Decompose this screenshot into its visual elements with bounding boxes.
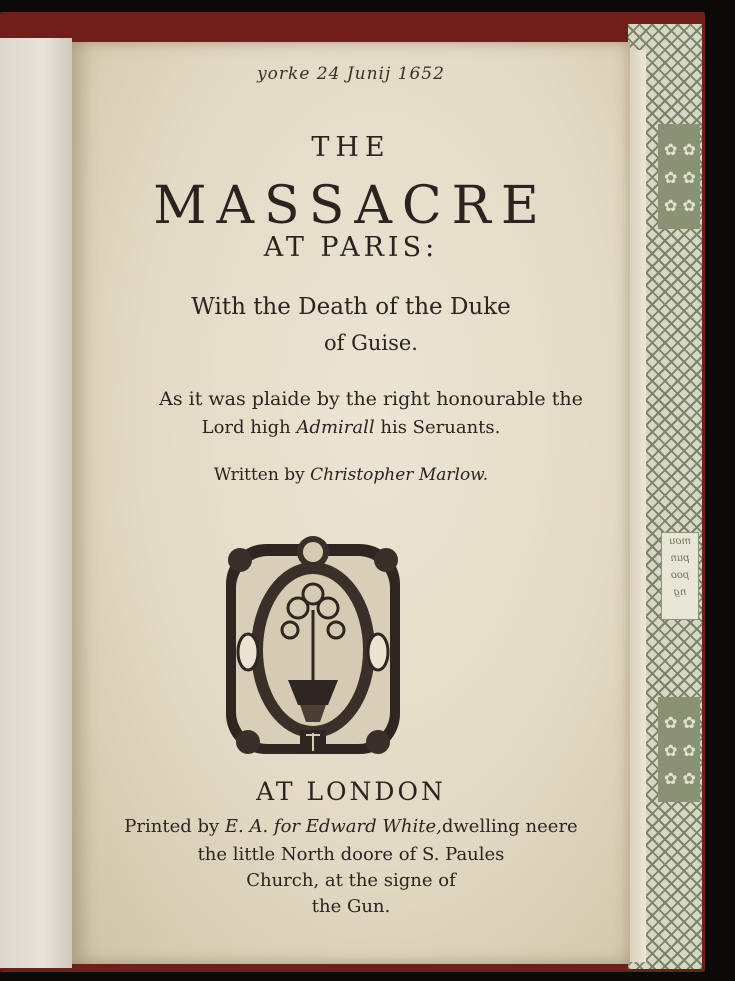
page-edges: [628, 50, 646, 962]
imprint-text: Printed by: [124, 816, 225, 837]
imprint-line-2: the little North doore of S. Paules: [197, 844, 505, 865]
printers-device-woodcut: [220, 530, 406, 762]
board-label-line: mou: [669, 536, 691, 547]
imprint-line-1: [72, 816, 630, 837]
book: [0, 12, 705, 972]
performance-text: his Seruants.: [374, 417, 501, 438]
facing-page: [0, 38, 72, 968]
imprint-line-3: Church, at the signe of: [246, 870, 456, 891]
imprint-line-4: the Gun.: [311, 896, 391, 917]
imprint-place: AT LONDON: [256, 777, 446, 806]
imprint-text: dwelling neere: [441, 816, 578, 837]
imprint-italic: E. A. for Edward White,: [224, 816, 442, 837]
performance-line-2: [72, 417, 630, 438]
board-label: [661, 532, 699, 620]
subtitle-line-2: of Guise.: [324, 331, 418, 355]
title-line-3: AT PARIS:: [263, 232, 439, 263]
board-label-line: pun: [670, 553, 690, 564]
board-ornament-band: [658, 124, 700, 229]
performance-italic: Admirall: [296, 417, 375, 438]
title-line-2: MASSACRE: [153, 176, 549, 236]
author-line: [72, 465, 630, 485]
handwritten-inscription: yorke 24 Junij 1652: [257, 64, 445, 84]
author-name: Christopher Marlow.: [310, 465, 489, 485]
subtitle-line-1: With the Death of the Duke: [191, 294, 511, 320]
board-label-line: ng: [673, 587, 687, 598]
performance-line-1: As it was plaide by the right honourable the: [159, 388, 583, 410]
title-line-1: THE: [311, 132, 391, 163]
title-page: [72, 42, 630, 964]
performance-text: Lord high: [201, 417, 297, 438]
author-prefix: Written by: [213, 465, 311, 485]
board-label-line: poo: [670, 570, 690, 581]
board-ornament-band: [658, 697, 700, 802]
